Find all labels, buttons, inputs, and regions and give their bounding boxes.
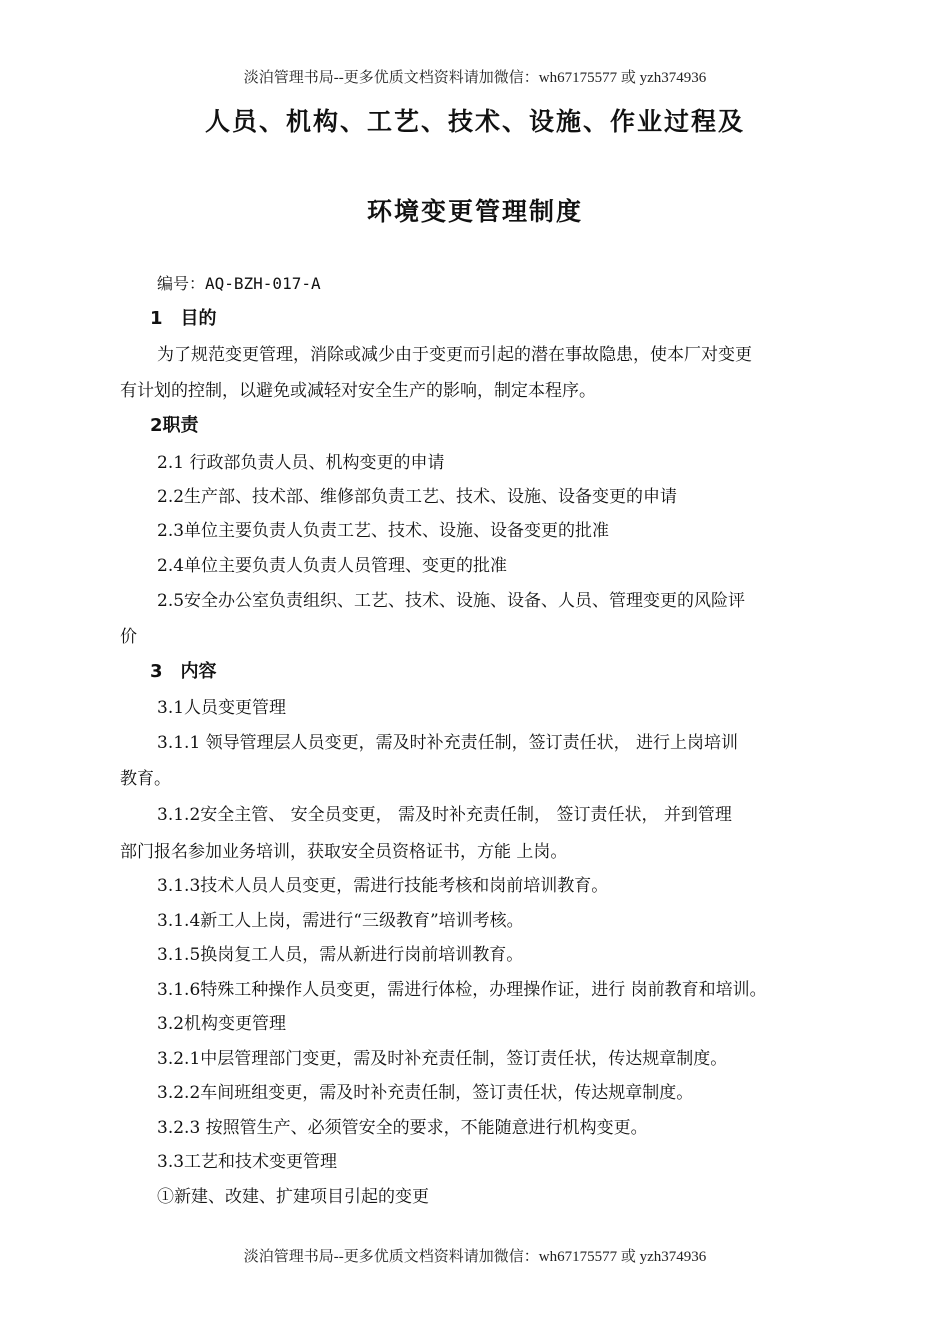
paragraph-line: 3.2.2车间班组变更，需及时补充责任制，签订责任状，传达规章制度。 — [157, 1083, 694, 1103]
paragraph-line: 3.1.5换岗复工人员，需从新进行岗前培训教育。 — [157, 945, 524, 965]
paragraph-line: 3.1.4新工人上岗，需进行“三级教育”培训考核。 — [157, 911, 524, 931]
document-title-line-1: 人员、机构、工艺、技术、设施、作业过程及 — [204, 107, 745, 136]
document-title-line-2: 环境变更管理制度 — [366, 197, 583, 226]
paragraph-line: 3.3工艺和技术变更管理 — [157, 1152, 338, 1172]
paragraph-line: 为了规范变更管理，消除或减少由于变更而引起的潜在事故隐患，使本厂对变更 — [157, 345, 752, 365]
paragraph-line: 部门报名参加业务培训，获取安全员资格证书，方能 上岗。 — [120, 842, 568, 862]
paragraph-line: 2.2生产部、技术部、维修部负责工艺、技术、设施、设备变更的申请 — [157, 487, 678, 507]
section-1-heading: 1 目的 — [150, 308, 217, 329]
paragraph-line: 3.1.2安全主管、 安全员变更， 需及时补充责任制， 签订责任状， 并到管理 — [157, 805, 732, 825]
paragraph-line: 3.2机构变更管理 — [157, 1014, 287, 1034]
paragraph-line: 3.1.6特殊工种操作人员变更，需进行体检，办理操作证，进行 岗前教育和培训。 — [157, 980, 767, 1000]
paragraph-line: 有计划的控制，以避免或减轻对安全生产的影响，制定本程序。 — [120, 381, 596, 401]
page-footer: 淡泊管理书局--更多优质文档资料请加微信：wh67175577 或 yzh374936 — [243, 1249, 707, 1265]
paragraph-line: 2.3单位主要负责人负责工艺、技术、设施、设备变更的批准 — [157, 521, 610, 541]
document-number: 编号：AQ-BZH-017-A — [157, 274, 321, 293]
paragraph-line: 2.4单位主要负责人负责人员管理、变更的批准 — [157, 556, 508, 576]
paragraph-line: 3.1.1 领导管理层人员变更，需及时补充责任制，签订责任状， 进行上岗培训 — [157, 733, 739, 753]
paragraph-line: 3.1人员变更管理 — [157, 698, 287, 718]
section-3-heading: 3 内容 — [150, 661, 217, 682]
section-2-heading: 2职责 — [150, 415, 199, 436]
paragraph-line: 3.2.1中层管理部门变更，需及时补充责任制，签订责任状，传达规章制度。 — [157, 1049, 728, 1069]
paragraph-line: 3.2.3 按照管生产、必须管安全的要求，不能随意进行机构变更。 — [157, 1118, 648, 1138]
paragraph-line: 教育。 — [120, 769, 171, 789]
paragraph-line: 2.1 行政部负责人员、机构变更的申请 — [157, 453, 445, 473]
paragraph-line: 2.5安全办公室负责组织、工艺、技术、设施、设备、人员、管理变更的风险评 — [157, 591, 746, 611]
paragraph-line: ①新建、改建、扩建项目引起的变更 — [157, 1187, 429, 1207]
paragraph-line: 价 — [120, 627, 137, 647]
paragraph-line: 3.1.3技术人员人员变更，需进行技能考核和岗前培训教育。 — [157, 876, 609, 896]
page-header: 淡泊管理书局--更多优质文档资料请加微信：wh67175577 或 yzh374936 — [243, 70, 707, 86]
